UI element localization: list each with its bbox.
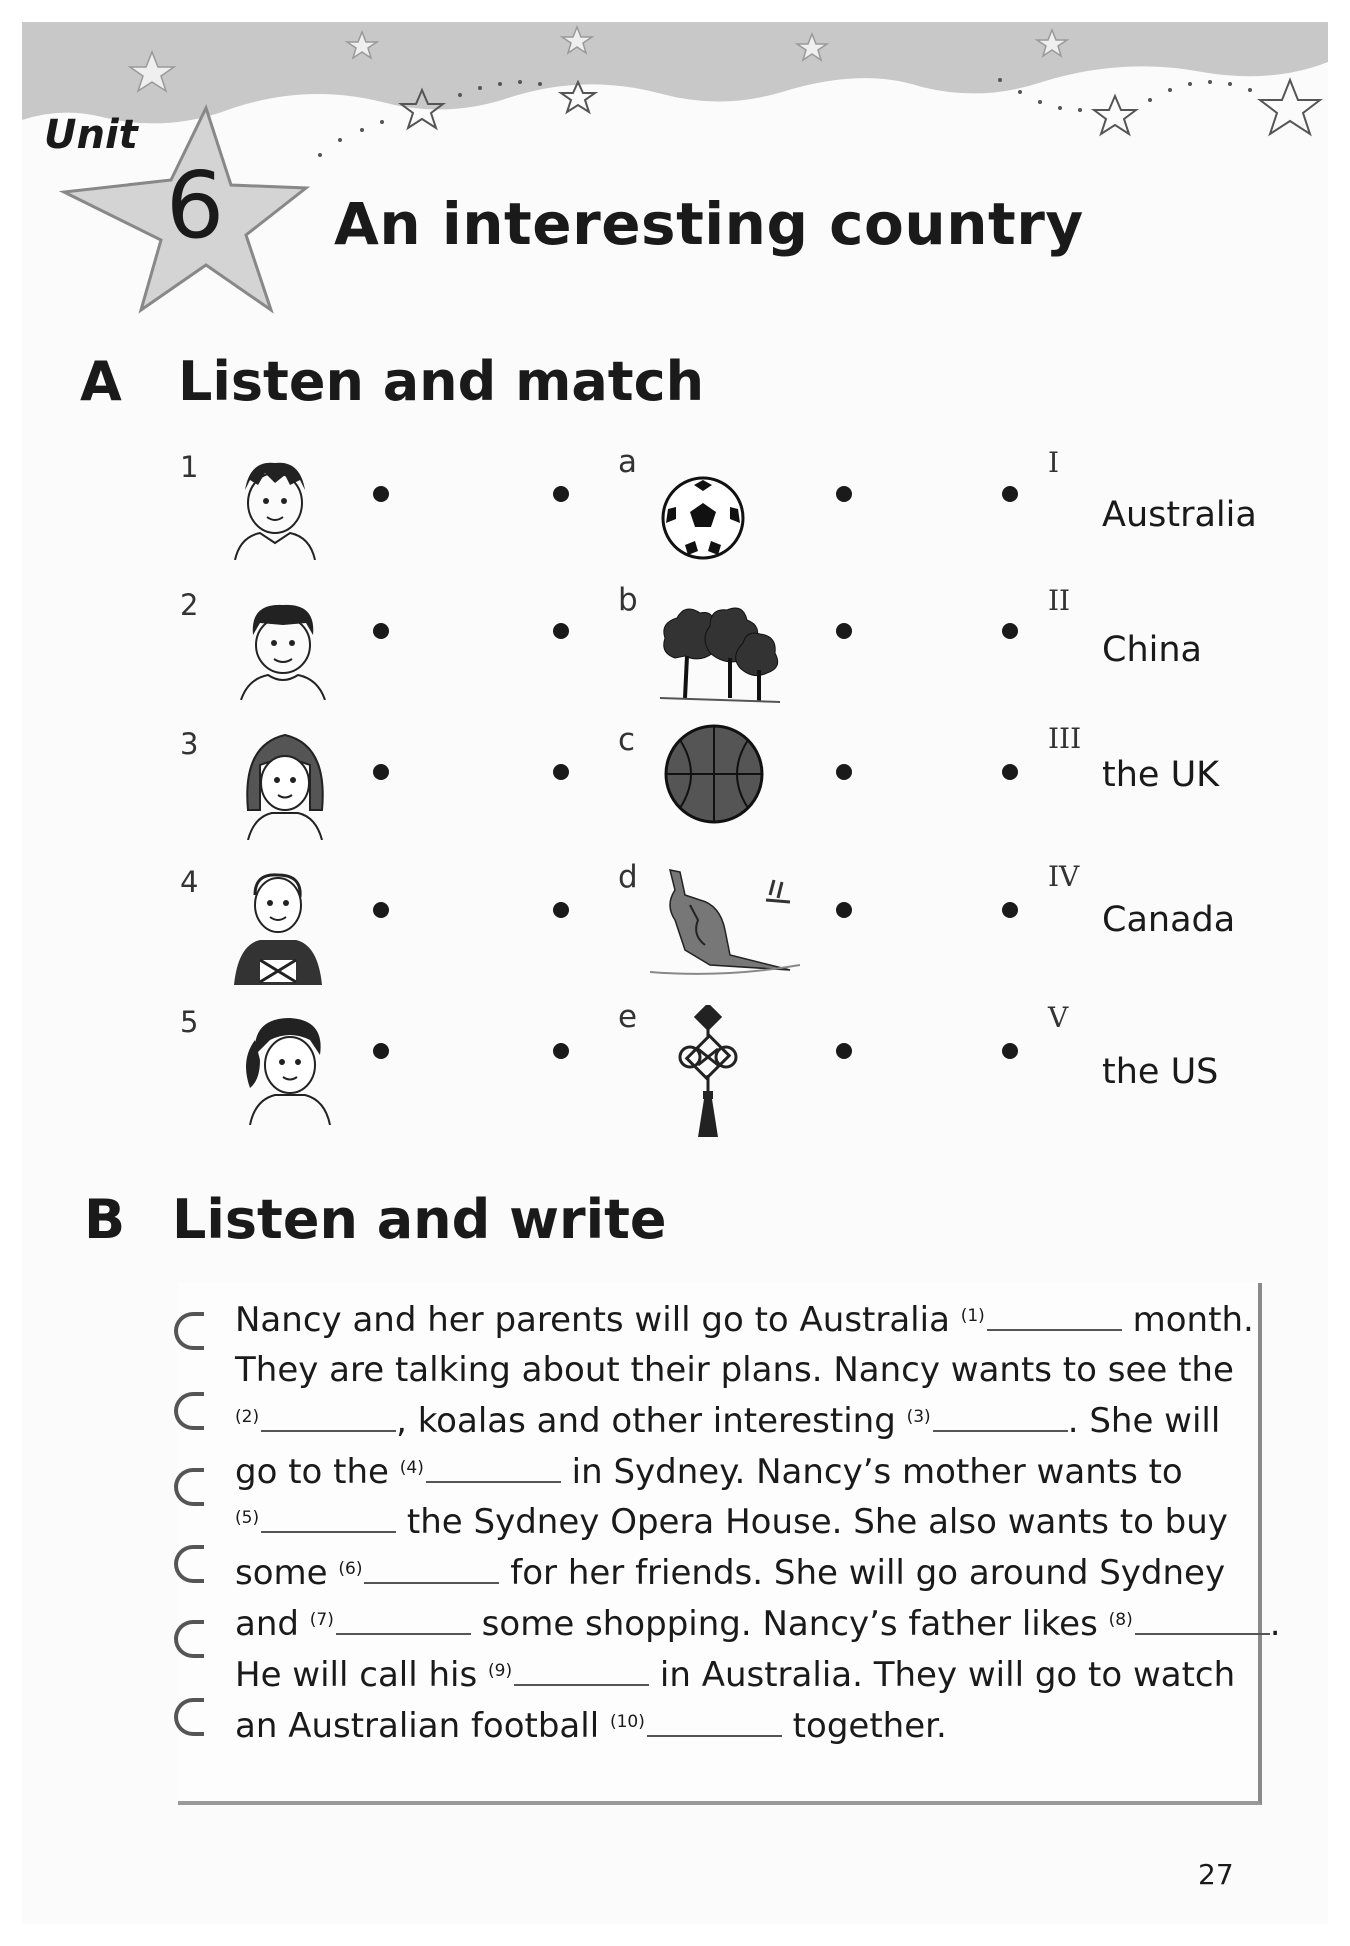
passage-line xyxy=(235,1401,1220,1441)
row-number: 3 xyxy=(180,727,199,761)
page-title: An interesting country xyxy=(334,190,1084,258)
roman-numeral: V xyxy=(1048,1001,1069,1034)
passage-text-segment: go to the xyxy=(235,1452,400,1492)
passage-text-segment: some xyxy=(235,1553,339,1593)
soccer-ball-icon xyxy=(660,475,746,561)
row-number: 2 xyxy=(180,588,199,622)
passage-line xyxy=(235,1553,1225,1593)
match-dot[interactable] xyxy=(836,623,852,639)
row-number: 5 xyxy=(180,1005,199,1039)
row-number: 4 xyxy=(180,865,199,899)
answer-blank[interactable] xyxy=(514,1658,649,1686)
kangaroo-icon xyxy=(650,860,800,980)
passage-line xyxy=(235,1604,1281,1644)
roman-numeral: I xyxy=(1048,446,1060,479)
picture-letter: d xyxy=(618,859,638,895)
blank-number: (7) xyxy=(309,1610,334,1630)
boy-icon xyxy=(238,595,328,700)
blank-number: (3) xyxy=(906,1407,931,1427)
answer-blank[interactable] xyxy=(426,1455,561,1483)
passage-text-segment: month. xyxy=(1121,1300,1254,1340)
roman-numeral: III xyxy=(1048,722,1082,755)
match-dot[interactable] xyxy=(373,623,389,639)
section-a-title: Listen and match xyxy=(178,350,705,413)
boy-union-jack-icon xyxy=(230,865,325,985)
answer-blank[interactable] xyxy=(933,1404,1068,1432)
passage-line xyxy=(235,1452,1183,1492)
country-name: the UK xyxy=(1102,755,1220,795)
roman-numeral: IV xyxy=(1048,860,1080,893)
boy-icon xyxy=(230,455,320,560)
country-name: the US xyxy=(1102,1052,1219,1092)
match-dot[interactable] xyxy=(836,486,852,502)
passage-text-segment: . xyxy=(1269,1604,1281,1644)
passage-text-segment: together. xyxy=(781,1706,947,1746)
blank-number: (10) xyxy=(609,1712,645,1732)
match-dot[interactable] xyxy=(1002,486,1018,502)
section-b-title: Listen and write xyxy=(172,1188,667,1251)
blank-number: (9) xyxy=(488,1661,513,1681)
passage-text-segment: , koalas and other interesting xyxy=(396,1401,907,1441)
passage-line xyxy=(235,1706,947,1746)
match-dot[interactable] xyxy=(373,764,389,780)
passage-text-segment: in Sydney. Nancy’s mother wants to xyxy=(560,1452,1183,1492)
picture-letter: e xyxy=(618,999,638,1035)
girl-icon xyxy=(240,725,330,840)
girl-ponytail-icon xyxy=(240,1010,335,1125)
blank-number: (4) xyxy=(399,1458,424,1478)
blank-number: (6) xyxy=(338,1559,363,1579)
unit-label: Unit xyxy=(44,112,138,158)
match-dot[interactable] xyxy=(836,1043,852,1059)
binder-ring-icon xyxy=(174,1312,204,1350)
answer-blank[interactable] xyxy=(261,1505,396,1533)
binder-ring-icon xyxy=(174,1620,204,1658)
picture-letter: a xyxy=(618,444,637,480)
passage-text-segment: Nancy and her parents will go to Australia xyxy=(235,1300,961,1340)
match-dot[interactable] xyxy=(553,1043,569,1059)
decorative-stars xyxy=(300,60,1330,190)
blank-number: (5) xyxy=(235,1508,260,1528)
answer-blank[interactable] xyxy=(336,1607,471,1635)
binder-ring-icon xyxy=(174,1698,204,1736)
passage-line xyxy=(235,1502,1228,1542)
answer-blank[interactable] xyxy=(261,1404,396,1432)
match-dot[interactable] xyxy=(1002,1043,1018,1059)
match-dot[interactable] xyxy=(553,486,569,502)
match-dot[interactable] xyxy=(553,902,569,918)
country-name: Canada xyxy=(1102,900,1236,940)
picture-letter: b xyxy=(618,582,638,618)
binder-ring-icon xyxy=(174,1392,204,1430)
page-number: 27 xyxy=(1198,1858,1234,1891)
passage-text-segment: an Australian football xyxy=(235,1706,610,1746)
match-dot[interactable] xyxy=(836,764,852,780)
answer-blank[interactable] xyxy=(1135,1607,1270,1635)
passage-text-segment: some shopping. Nancy’s father likes xyxy=(470,1604,1109,1644)
passage-line xyxy=(235,1655,1235,1695)
blank-number: (8) xyxy=(1108,1610,1133,1630)
match-dot[interactable] xyxy=(1002,764,1018,780)
binder-ring-icon xyxy=(174,1545,204,1583)
blank-number: (2) xyxy=(235,1407,260,1427)
unit-number: 6 xyxy=(165,152,225,259)
answer-blank[interactable] xyxy=(647,1709,782,1737)
match-dot[interactable] xyxy=(373,1043,389,1059)
match-dot[interactable] xyxy=(1002,902,1018,918)
match-dot[interactable] xyxy=(553,764,569,780)
match-dot[interactable] xyxy=(373,902,389,918)
maple-trees-icon xyxy=(655,598,785,708)
passage-text-segment: and xyxy=(235,1604,310,1644)
section-a-letter: A xyxy=(80,350,122,413)
passage-text-segment: the Sydney Opera House. She also wants to buy xyxy=(396,1502,1228,1542)
roman-numeral: II xyxy=(1048,584,1071,617)
passage-text-segment: in Australia. They will go to watch xyxy=(649,1655,1236,1695)
match-dot[interactable] xyxy=(373,486,389,502)
row-number: 1 xyxy=(180,450,199,484)
passage-line xyxy=(235,1350,1234,1390)
country-name: Australia xyxy=(1102,495,1257,535)
answer-blank[interactable] xyxy=(987,1303,1122,1331)
match-dot[interactable] xyxy=(1002,623,1018,639)
blank-number: (1) xyxy=(960,1306,985,1326)
passage-line xyxy=(235,1300,1254,1340)
basketball-icon xyxy=(662,722,766,826)
picture-letter: c xyxy=(618,722,636,758)
section-b-letter: B xyxy=(84,1188,126,1251)
binder-ring-icon xyxy=(174,1468,204,1506)
passage-text-segment: He will call his xyxy=(235,1655,488,1695)
passage-text-segment: They are talking about their plans. Nancy wants to see the xyxy=(235,1350,1234,1390)
chinese-knot-icon xyxy=(668,1005,748,1140)
answer-blank[interactable] xyxy=(364,1556,499,1584)
passage-text-segment: for her friends. She will go around Sydney xyxy=(499,1553,1226,1593)
country-name: China xyxy=(1102,630,1202,670)
passage-text-segment: . She will xyxy=(1067,1401,1221,1441)
match-dot[interactable] xyxy=(553,623,569,639)
match-dot[interactable] xyxy=(836,902,852,918)
